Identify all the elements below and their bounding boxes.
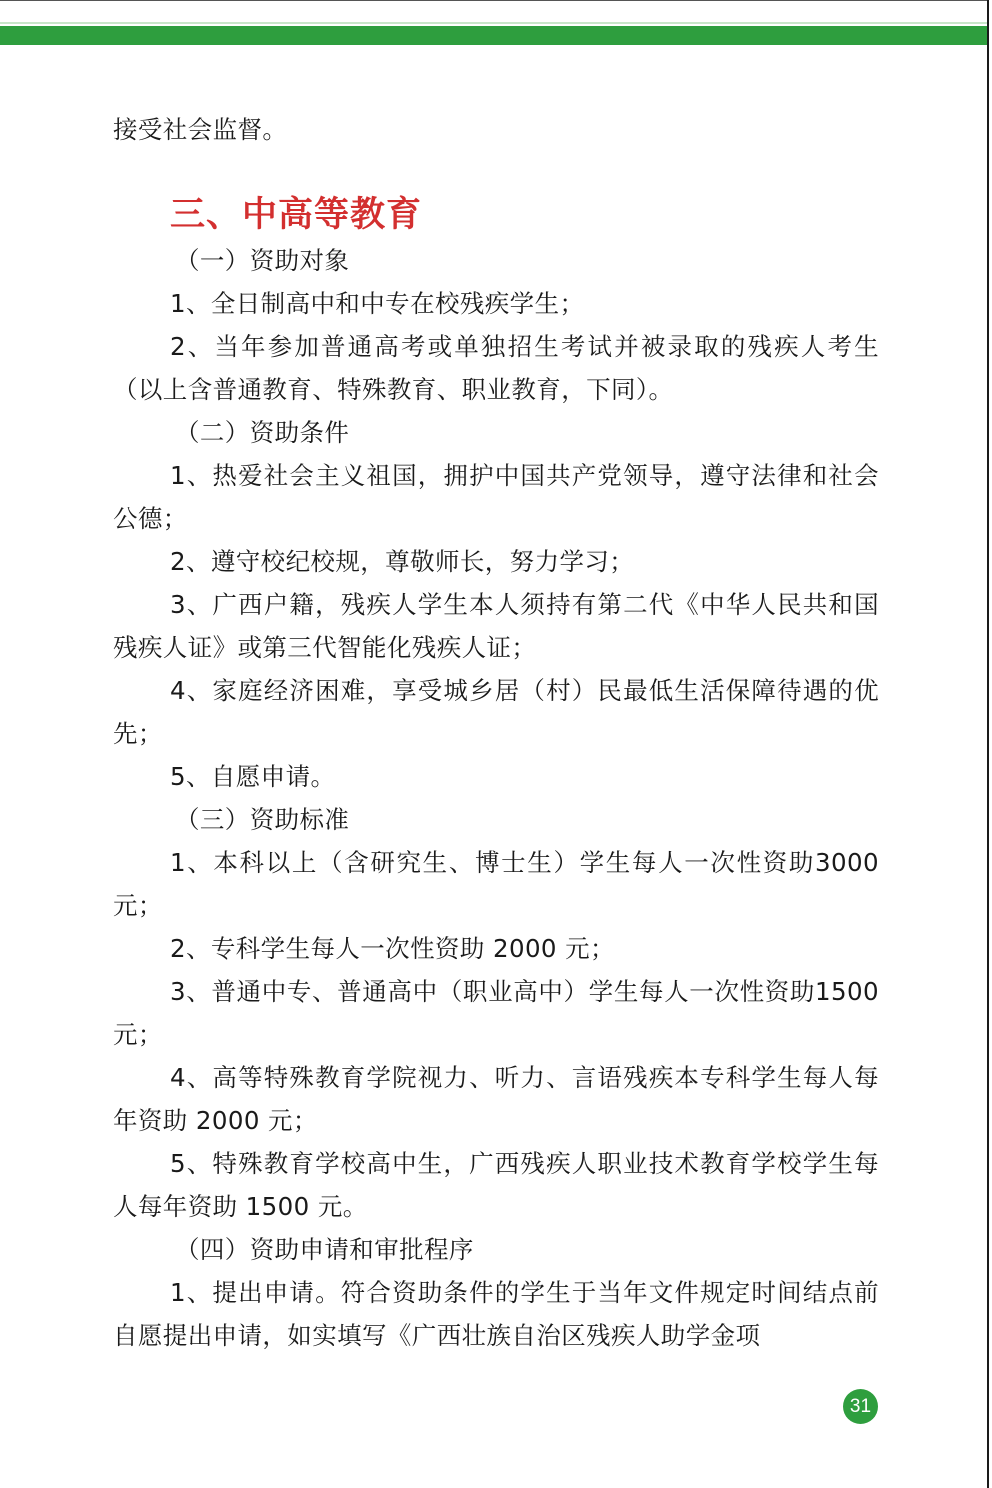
paragraph: 2、当年参加普通高考或单独招生考试并被录取的残疾人考生（以上含普通教育、特殊教育、职业教育，下同）。 bbox=[113, 332, 879, 404]
subheading-standards: （三）资助标准 bbox=[175, 805, 350, 834]
intro-paragraph: 接受社会监督。 bbox=[113, 115, 288, 144]
section-title: 三、中高等教育 bbox=[170, 195, 423, 235]
paragraph: 5、特殊教育学校高中生，广西残疾人职业技术教育学校学生每人每年资助 1500 元。 bbox=[113, 1149, 879, 1221]
paragraph: 2、专科学生每人一次性资助 2000 元； bbox=[170, 934, 615, 963]
paragraph: 2、遵守校纪校规，尊敬师长，努力学习； bbox=[170, 547, 635, 576]
paragraph: 1、热爱社会主义祖国，拥护中国共产党领导，遵守法律和社会公德； bbox=[113, 461, 879, 533]
paragraph: 5、自愿申请。 bbox=[170, 762, 336, 791]
subheading-recipients: （一）资助对象 bbox=[175, 246, 350, 275]
paragraph: 1、本科以上（含研究生、博士生）学生每人一次性资助3000 元； bbox=[113, 848, 879, 920]
paragraph: 4、高等特殊教育学院视力、听力、言语残疾本专科学生每人每年资助 2000 元； bbox=[113, 1063, 879, 1135]
subheading-conditions: （二）资助条件 bbox=[175, 418, 350, 447]
spacer bbox=[113, 151, 879, 191]
page-content bbox=[113, 108, 879, 1357]
page-right-border bbox=[987, 0, 989, 1488]
paragraph: 4、家庭经济困难，享受城乡居（村）民最低生活保障待遇的优先； bbox=[113, 676, 879, 748]
paragraph: 3、广西户籍，残疾人学生本人须持有第二代《中华人民共和国残疾人证》或第三代智能化残疾人证； bbox=[113, 590, 879, 662]
top-border-line bbox=[0, 0, 988, 1]
paragraph: 1、提出申请。符合资助条件的学生于当年文件规定时间结点前自愿提出申请，如实填写《广西壮族自治区残疾人助学金项 bbox=[113, 1278, 879, 1350]
page-number-badge: 31 bbox=[843, 1389, 878, 1424]
header-thin-band bbox=[0, 22, 988, 24]
subheading-procedure: （四）资助申请和审批程序 bbox=[175, 1235, 474, 1264]
paragraph: 1、全日制高中和中专在校残疾学生； bbox=[170, 289, 585, 318]
header-green-band bbox=[0, 26, 988, 45]
paragraph: 3、普通中专、普通高中（职业高中）学生每人一次性资助1500 元； bbox=[113, 977, 879, 1049]
